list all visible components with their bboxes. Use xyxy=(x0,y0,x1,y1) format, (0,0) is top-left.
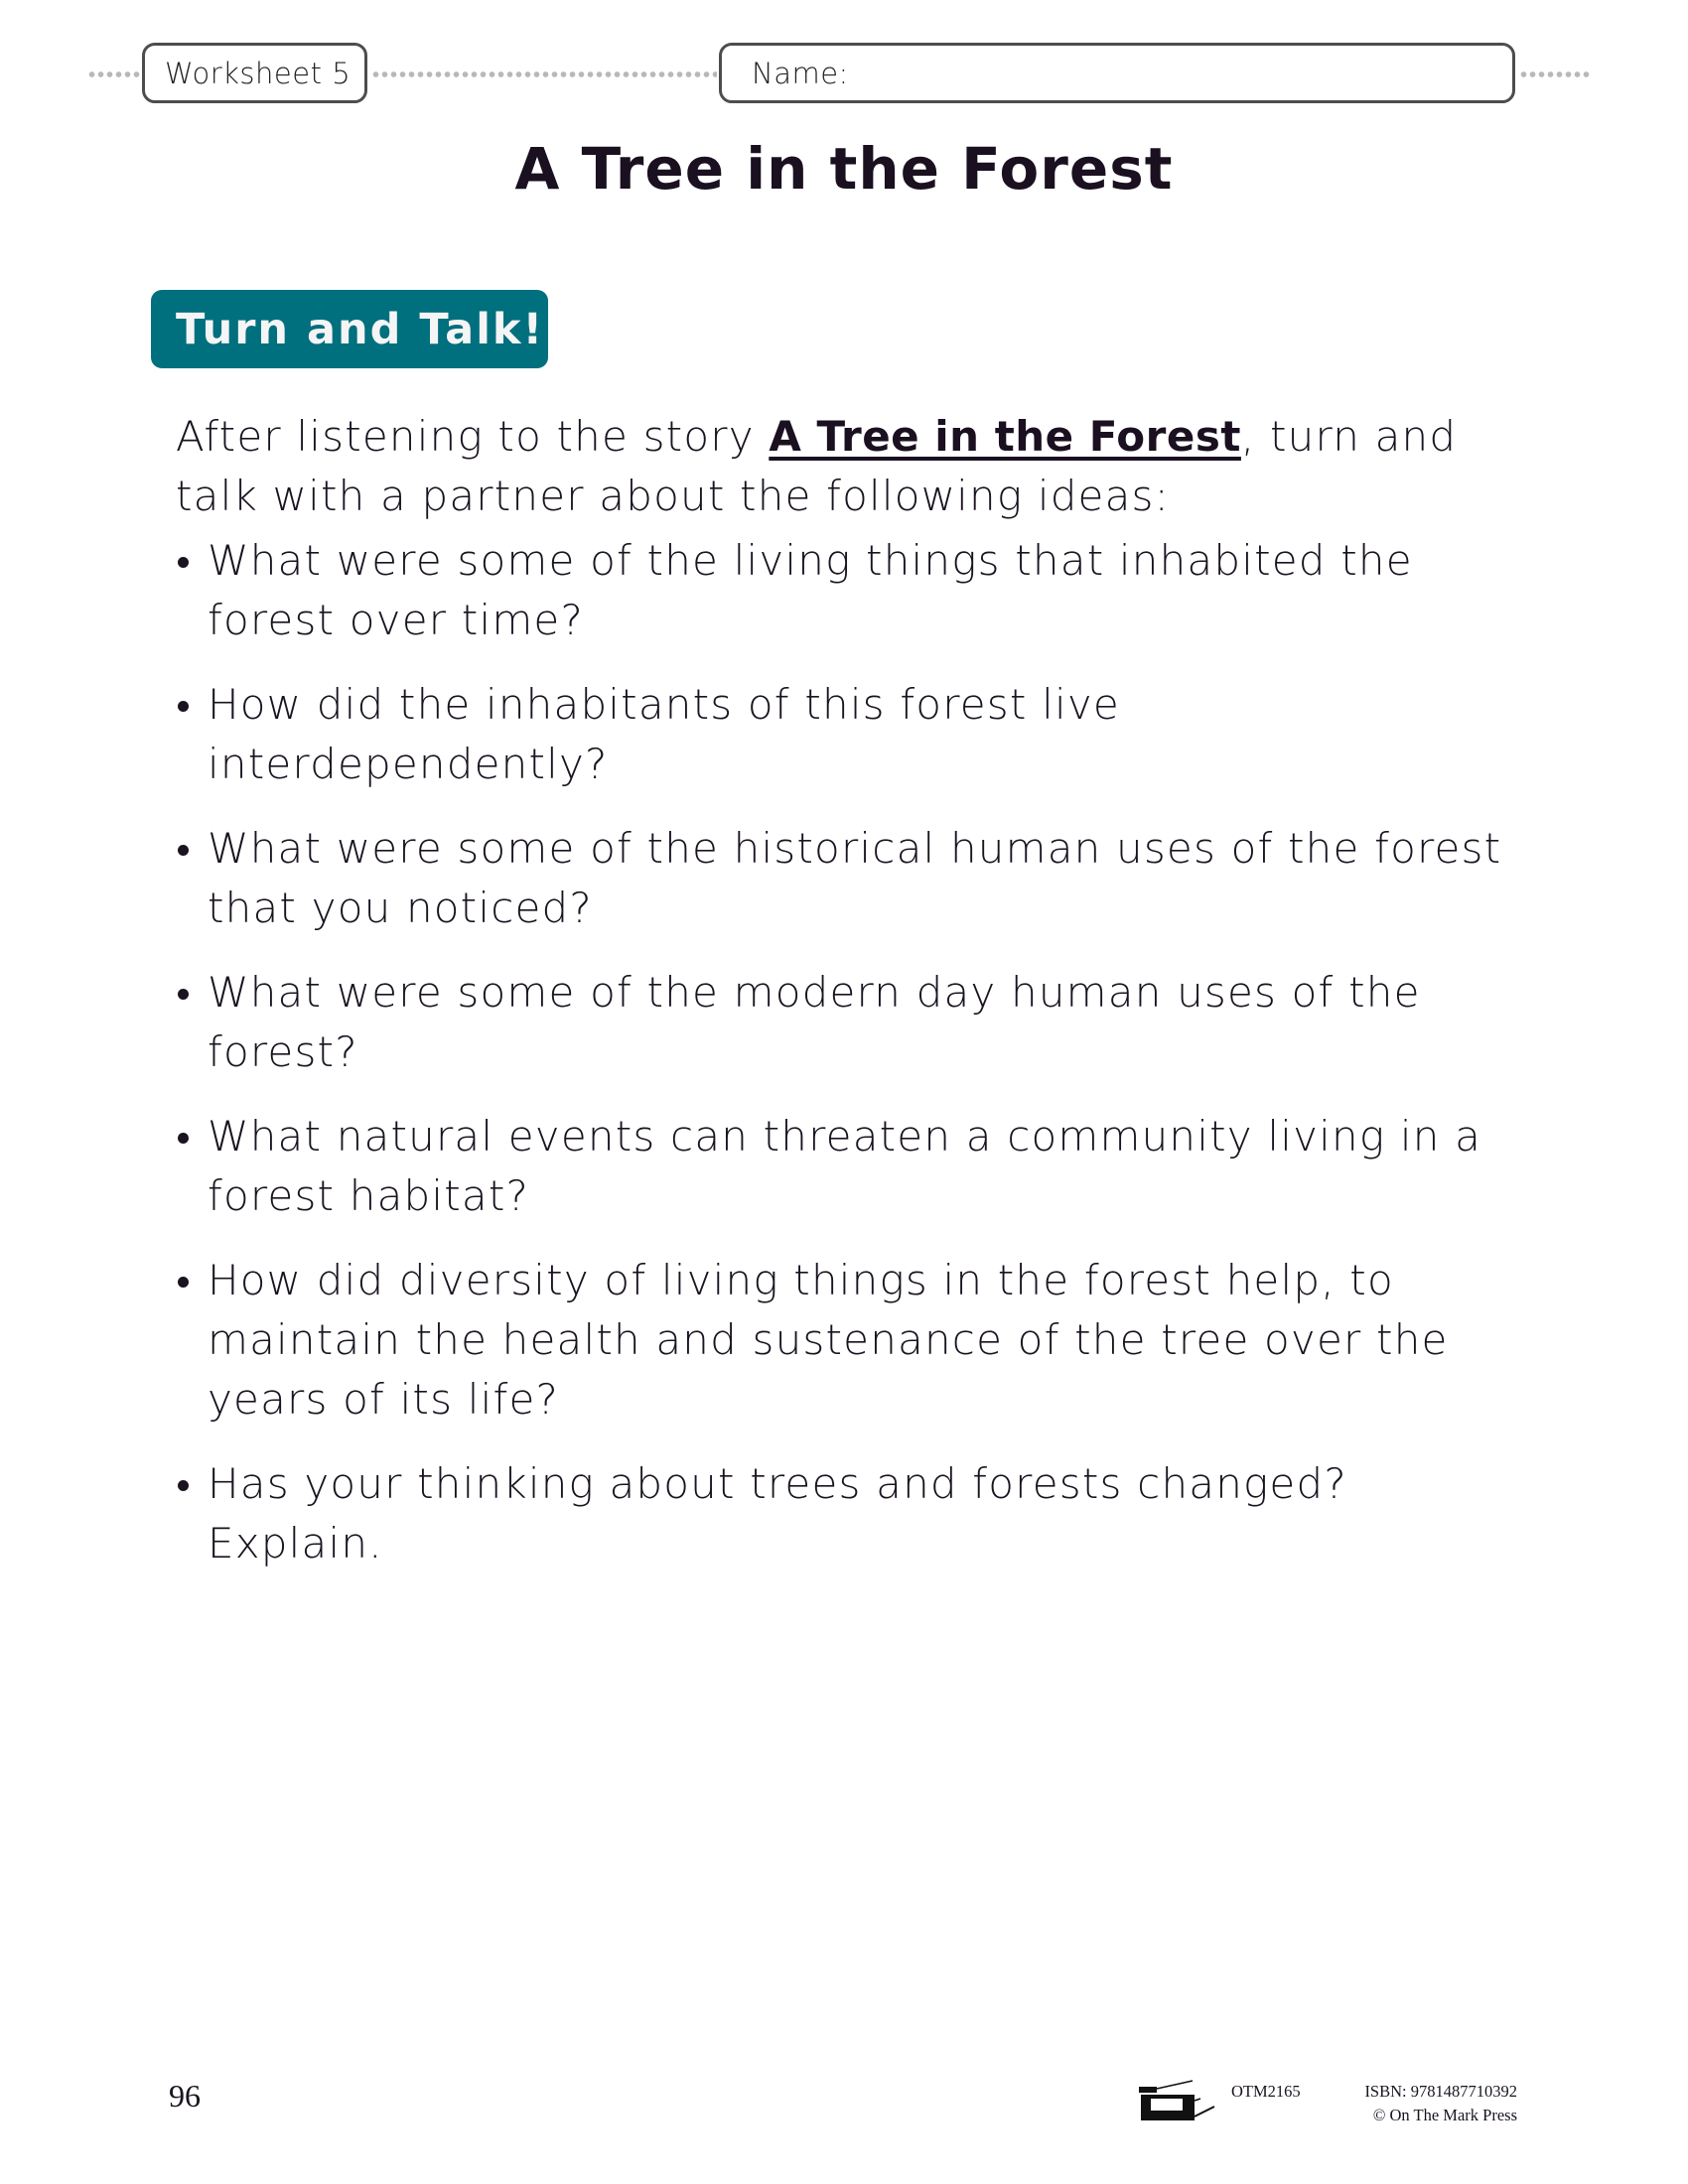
list-item xyxy=(175,531,1525,650)
idea-text: Has your thinking about trees and forests changed? Explain. xyxy=(208,1459,1347,1568)
publisher-info xyxy=(1231,2080,1517,2127)
list-item xyxy=(175,1454,1525,1573)
list-item xyxy=(175,1251,1525,1430)
isbn: ISBN: 9781487710392 xyxy=(1364,2082,1517,2101)
intro-text-after: , turn and talk with a partner about the following ideas: xyxy=(176,412,1458,520)
idea-text: What were some of the historical human uses of the forest that you noticed? xyxy=(208,824,1502,932)
list-item xyxy=(175,819,1525,938)
list-item xyxy=(175,963,1525,1082)
copyright: © On The Mark Press xyxy=(1372,2106,1517,2124)
name-input[interactable] xyxy=(857,45,1512,101)
page-title: A Tree in the Forest xyxy=(514,135,1174,203)
bullet-icon xyxy=(178,557,189,568)
header-dotted-rule-right xyxy=(1519,71,1591,77)
bullet-icon xyxy=(178,845,189,856)
bullet-icon xyxy=(178,1277,189,1288)
worksheet-label-box xyxy=(142,43,367,103)
intro-text-before: After listening to the story xyxy=(176,412,770,461)
copier-icon xyxy=(1135,2079,1218,2122)
bullet-icon xyxy=(178,1133,189,1144)
worksheet-label: Worksheet 5 xyxy=(165,56,352,90)
banner-label: Turn and Talk! xyxy=(176,304,545,354)
bullet-icon xyxy=(178,1480,189,1491)
idea-text: How did the inhabitants of this forest live interdependently? xyxy=(208,680,1120,788)
product-code: OTM2165 xyxy=(1231,2082,1301,2101)
list-item xyxy=(175,675,1525,794)
book-title: A Tree in the Forest xyxy=(769,412,1241,461)
header-dotted-rule-left xyxy=(87,71,141,77)
discussion-ideas-list xyxy=(175,531,1525,1598)
idea-text: How did diversity of living things in the forest help, to maintain the health and sustenance of the tree over the years of its life? xyxy=(208,1256,1449,1424)
name-label: Name: xyxy=(752,56,849,90)
list-item xyxy=(175,1107,1525,1226)
intro-paragraph xyxy=(176,407,1506,526)
page-number: 96 xyxy=(169,2078,201,2114)
turn-and-talk-banner xyxy=(151,290,548,368)
idea-text: What were some of the living things that inhabited the forest over time? xyxy=(208,536,1413,644)
header-dotted-rule-middle xyxy=(371,71,717,77)
bullet-icon xyxy=(178,989,189,1000)
idea-text: What natural events can threaten a community living in a forest habitat? xyxy=(208,1112,1482,1220)
idea-text: What were some of the modern day human uses of the forest? xyxy=(208,968,1421,1076)
bullet-icon xyxy=(178,701,189,712)
name-box xyxy=(719,43,1515,103)
